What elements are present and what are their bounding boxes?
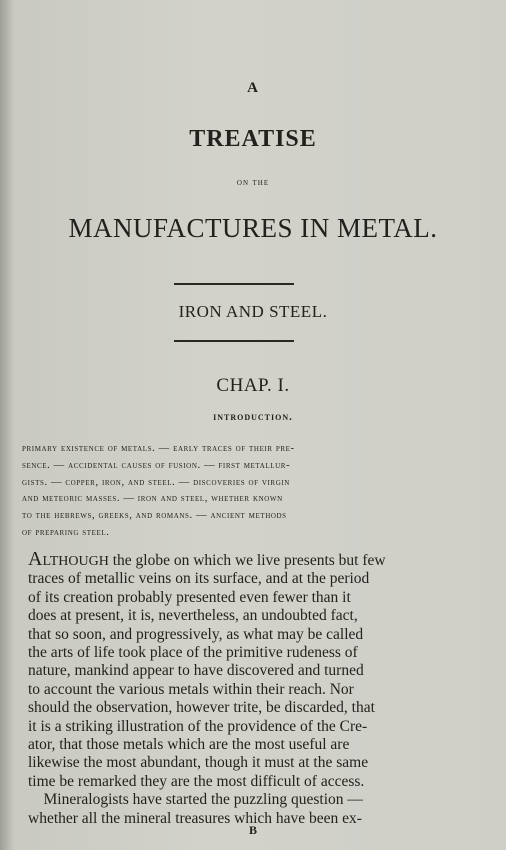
summary-line: primary existence of metals. — early traces of their pre- (22, 443, 295, 454)
title-treatise: TREATISE (189, 126, 317, 152)
chapter-summary (22, 441, 442, 542)
summary-line: gists. — copper, iron, and steel. — discoveries of virgin (22, 476, 290, 488)
summary-line: sence. — accidental causes of fusion. — first metallur- (22, 459, 291, 471)
section-title: IRON AND STEEL. (178, 302, 328, 321)
bottom-rule (174, 340, 294, 342)
body-line: that so soon, and progressively, as what may be called (28, 625, 364, 643)
body-line: likewise the most abundant, though it must at the same (28, 754, 369, 772)
body-line: of its creation probably presented even fewer than it (28, 588, 351, 606)
dropcap-word: Although (28, 548, 109, 570)
body-line: nature, mankind appear to have discovered and turned (28, 662, 364, 680)
body-line: ator, that those metals which are the most useful are (28, 736, 350, 754)
summary-line: and meteoric masses. — iron and steel, whether known (22, 493, 283, 505)
body-line: to account the various metals within their reach. Nor (28, 680, 354, 698)
body-line: it is a striking illustration of the providence of the Cre- (28, 717, 368, 735)
body-line: should the observation, however trite, be discarded, that (28, 699, 375, 717)
chapter-heading: introduction. (213, 411, 293, 423)
body-line (28, 550, 448, 570)
signature-mark: B (248, 823, 257, 837)
body-line: whether all the mineral treasures which have been ex- (28, 809, 362, 827)
body-line: the arts of life took place of the primitive rudeness of (28, 644, 358, 662)
chapter-number: CHAP. I. (216, 375, 290, 396)
title-on-the: on the (236, 177, 270, 188)
summary-line: to the hebrews, greeks, and romans. — ancient methods (22, 510, 287, 522)
body-line: time be remarked they are the most difficult of access. (28, 772, 365, 790)
body-line: traces of metallic veins on its surface, and at the period (28, 570, 370, 588)
first-line-rest: the globe on which we live presents but few (108, 552, 386, 569)
body-text (28, 550, 448, 828)
title-article: A (247, 80, 259, 96)
body-line: does at present, it is, nevertheless, an undoubted fact, (28, 607, 358, 625)
summary-line: of preparing steel. (22, 526, 110, 538)
title-subject: MANUFACTURES IN METAL. (68, 213, 438, 243)
body-line: Mineralogists have started the puzzling question — (28, 791, 363, 809)
top-rule (174, 283, 294, 285)
